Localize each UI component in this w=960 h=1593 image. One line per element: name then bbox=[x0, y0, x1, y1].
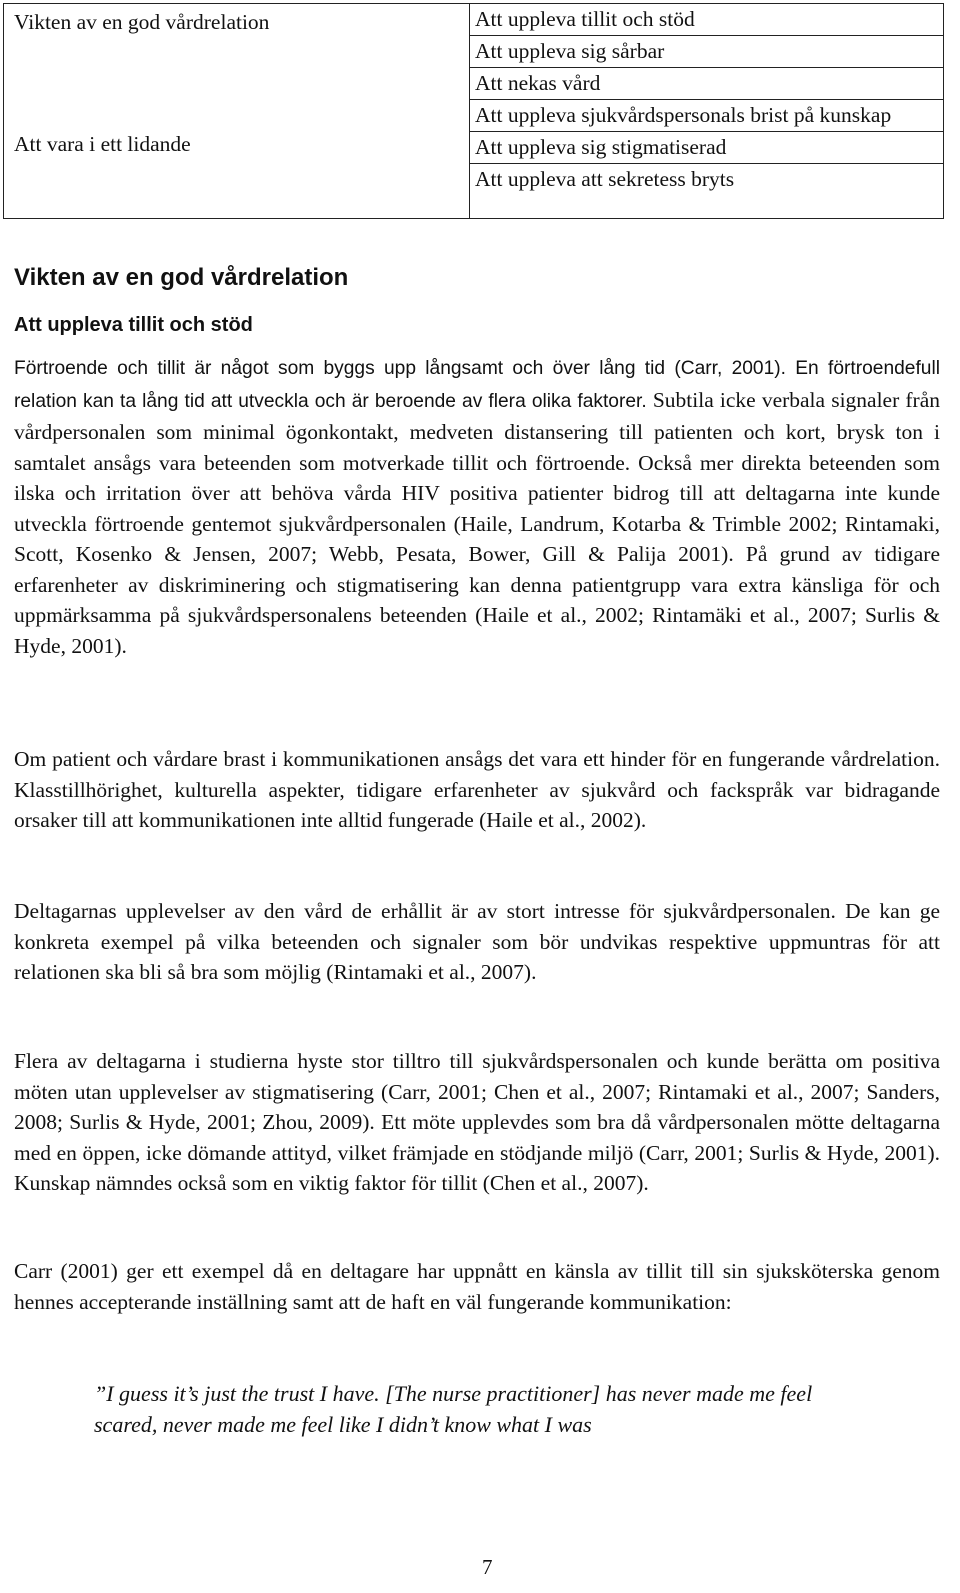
paragraph-5: Carr (2001) ger ett exempel då en deltagare har uppnått en känsla av tillit till sin sjuksköterska genom hennes accepterande inställning samt att de haft en väl fungerande kommunikation: bbox=[14, 1259, 940, 1314]
subsection-heading: Att uppleva tillit och stöd bbox=[14, 314, 253, 336]
themes-table-left-cell bbox=[4, 4, 470, 219]
subtheme-row: Att uppleva att sekretess bryts bbox=[475, 167, 735, 191]
theme-main-1: Vikten av en god vårdrelation bbox=[14, 10, 270, 34]
subtheme-row: Att uppleva sig stigmatiserad bbox=[470, 132, 943, 164]
paragraph-1-sans-text: Förtroende och tillit är något som byggs upp långsamt och över lång tid (Carr, 2001). En förtroendefull relation kan ta lång tid att utveckla och är beroende av flera olika faktorer. bbox=[14, 358, 940, 412]
themes-table bbox=[3, 3, 944, 219]
paragraph-1-text: Subtila icke verbala signaler från vårdpersonalen som minimal ögonkontakt, medveten distansering till patienten och kort, brysk ton i samtalet ansågs vara beteenden som motverkade tillit och förtroende. Också mer direkta beteenden som ilska och irritation över att behöva vårda HIV positiva patienter bidrog till att deltagarna inte kunde utveckla förtroende gentemot sjukvårdpersonalen (Haile, Landrum, Kotarba & Trimble 2002; Rintamaki, Scott, Kosenko & Jensen, 2007; Webb, Pesata, Bower, Gill & Palija 2001). På grund av tidigare erfarenheter av diskriminering och stigmatisering kan denna patientgrupp vara extra känsliga för och uppmärksamma på sjukvårdspersonalens beteenden (Haile et al., 2002; Rintamäki et al., 2007; Surlis & Hyde, 2001). bbox=[14, 387, 941, 658]
subtheme-row: Att uppleva tillit och stöd bbox=[470, 4, 943, 36]
section-heading: Vikten av en god vårdrelation bbox=[14, 264, 349, 291]
paragraph-3: Deltagarnas upplevelser av den vård de erhållit är av stort intresse för sjukvårdpersonalen. De kan ge konkreta exempel på vilka beteenden och signaler som bör undvikas respektive uppmuntras för att relationen ska bli så bra som möjlig (Rintamaki et al., 2007). bbox=[14, 899, 940, 984]
subtheme-row: Att uppleva sig sårbar bbox=[470, 36, 943, 68]
subtheme-row: Att uppleva sjukvårdspersonals brist på kunskap bbox=[470, 100, 943, 132]
paragraph-2: Om patient och vårdare brast i kommunikationen ansågs det vara ett hinder för en fungerande vårdrelation. Klasstillhörighet, kulturella aspekter, tidigare erfarenheter av sjukvård och fackspråk var bidragande orsaker till att kommunikationen inte alltid fungerade (Haile et al., 2002). bbox=[14, 747, 940, 832]
paragraph-1 bbox=[14, 352, 940, 661]
subtheme-row: Att nekas vård bbox=[470, 68, 943, 100]
page-number: 7 bbox=[482, 1555, 493, 1579]
themes-table-right-cell bbox=[470, 4, 944, 219]
theme-main-2: Att vara i ett lidande bbox=[14, 132, 191, 156]
paragraph-4: Flera av deltagarna i studierna hyste stor tilltro till sjukvårdspersonalen och kunde berätta om positiva möten utan upplevelser av stigmatisering (Carr, 2001; Chen et al., 2007; Rintamaki et al., 2007; Sanders, 2008; Surlis & Hyde, 2001; Zhou, 2009). Ett möte upplevdes som bra då vårdpersonalen mötte deltagarna med en öppen, icke dömande attityd, vilket främjade en stödjande miljö (Carr, 2001; Surlis & Hyde, 2001). Kunskap nämndes också som en viktig faktor för tillit (Chen et al., 2007). bbox=[14, 1049, 940, 1195]
block-quote: ”I guess it’s just the trust I have. [The nurse practitioner] has never made me feel scared, never made me feel like I didn’t know what I was bbox=[94, 1381, 813, 1437]
